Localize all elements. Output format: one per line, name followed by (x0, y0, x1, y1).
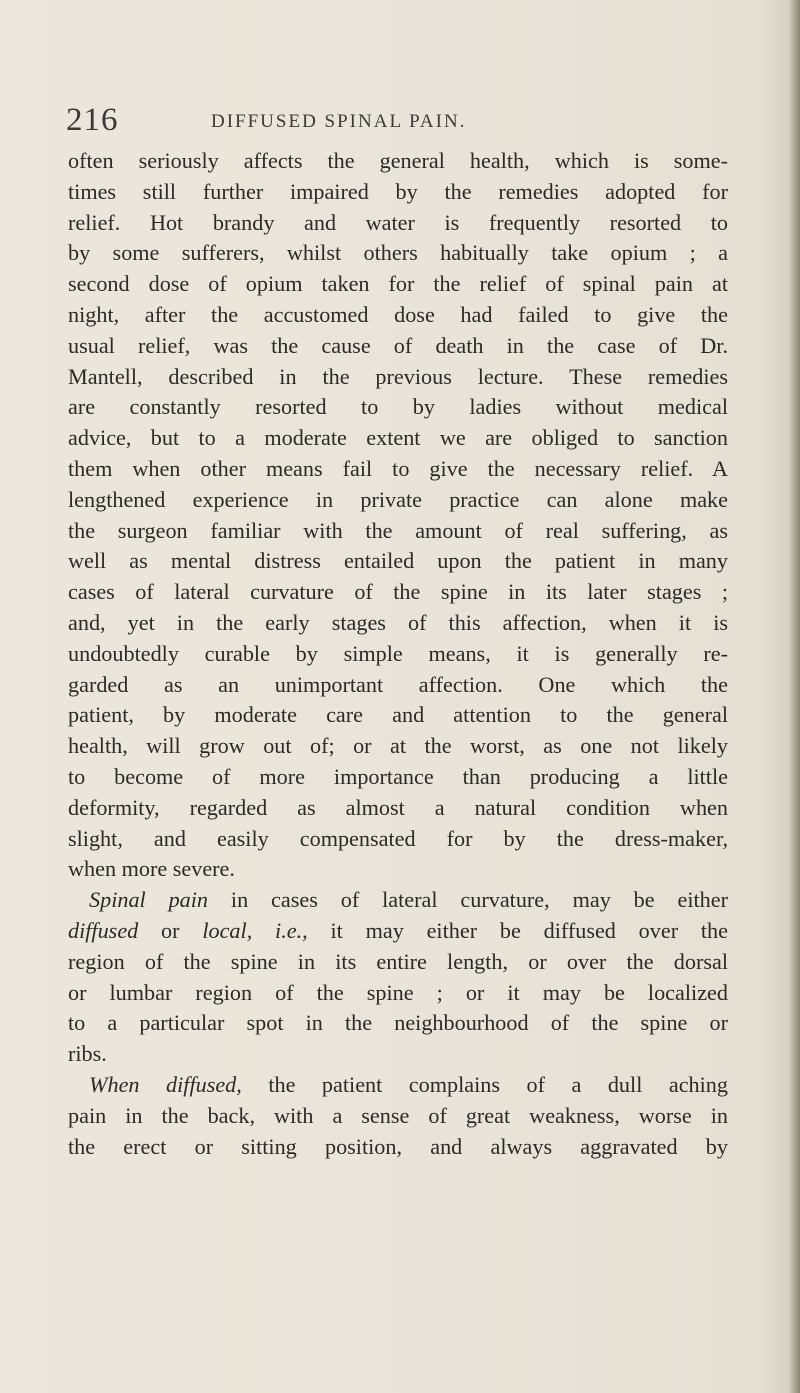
text-line: Spinal pain in cases of lateral curvature, may be either (89, 887, 728, 913)
text-line: relief. Hot brandy and water is frequently resorted to (68, 209, 728, 235)
text-line: When diffused, the patient complains of a dull aching (89, 1071, 728, 1097)
text-line: second dose of opium taken for the relief of spinal pain at (68, 271, 728, 297)
text-line: well as mental distress entailed upon the patient in many (68, 548, 728, 574)
text-line: often seriously affects the general health, which is some- (68, 148, 728, 173)
text-line: times still further impaired by the remedies adopted for (68, 178, 728, 204)
text-line: or lumbar region of the spine ; or it may be localized (68, 979, 728, 1005)
text-line: them when other means fail to give the necessary relief. A (68, 455, 728, 481)
text-line: the surgeon familiar with the amount of real suffering, as (68, 517, 728, 543)
italic-term: diffused (68, 917, 139, 943)
text-line: advice, but to a moderate extent we are obliged to sanction (68, 425, 728, 451)
text-line: and, yet in the early stages of this affection, when it is (68, 609, 728, 635)
text-line: to a particular spot in the neighbourhood of the spine or (68, 1010, 728, 1036)
text-line: slight, and easily compensated for by the dress-maker, (68, 825, 728, 851)
body-text (68, 146, 728, 1162)
text-line: pain in the back, with a sense of great weakness, worse in (68, 1102, 728, 1128)
text-line: patient, by moderate care and attention to the general (68, 702, 728, 728)
text-line: night, after the accustomed dose had failed to give the (68, 301, 728, 327)
text-line: garded as an unimportant affection. One which the (68, 671, 728, 697)
text-line: undoubtedly curable by simple means, it is generally re- (68, 640, 728, 666)
text-line: to become of more importance than producing a little (68, 763, 728, 789)
page-header (66, 100, 756, 140)
italic-term: local, i.e., (202, 917, 308, 943)
text-line: by some sufferers, whilst others habitually take opium ; a (68, 240, 728, 266)
text-line: deformity, regarded as almost a natural condition when (68, 794, 728, 820)
text-line: Mantell, described in the previous lecture. These remedies (68, 363, 728, 389)
page-number: 216 (66, 102, 119, 138)
italic-term: Spinal pain (89, 887, 209, 913)
paragraph-end-line: when more severe. (68, 856, 235, 882)
running-head: DIFFUSED SPINAL PAIN. (211, 111, 467, 132)
text-line: are constantly resorted to by ladies without medical (68, 394, 728, 420)
text-line: diffused or local, i.e., it may either be diffused over the (68, 917, 729, 943)
text-line: health, will grow out of; or at the worst, as one not likely (68, 733, 728, 759)
page-edge-shadow (788, 0, 800, 1393)
text-line: cases of lateral curvature of the spine in its later stages ; (68, 579, 728, 605)
text-line: lengthened experience in private practice can alone make (68, 486, 728, 512)
paragraph-end-line: ribs. (68, 1041, 107, 1067)
text-line: region of the spine in its entire length, or over the dorsal (68, 948, 728, 974)
italic-term: When diffused, (89, 1071, 242, 1097)
text-line: usual relief, was the cause of death in the case of Dr. (68, 332, 728, 358)
text-line: the erect or sitting position, and always aggravated by (68, 1133, 728, 1159)
